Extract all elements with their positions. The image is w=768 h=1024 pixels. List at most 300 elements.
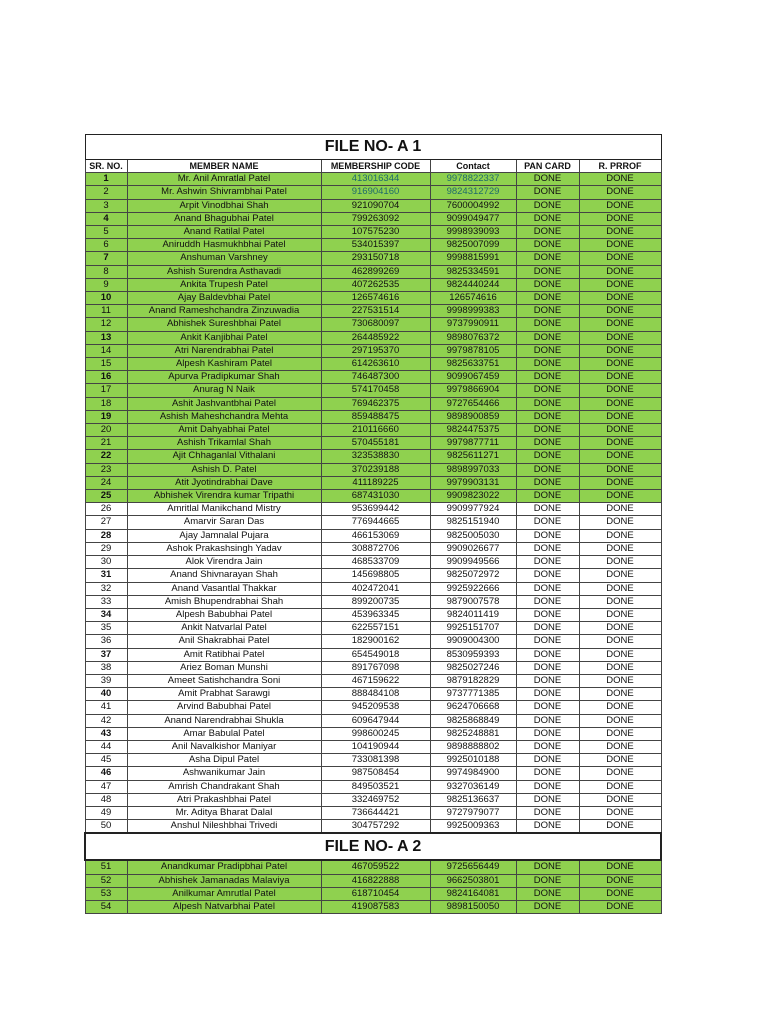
- cell-member-name: Alpesh Kashiram Patel: [127, 358, 321, 371]
- cell-contact: 9824011419: [430, 608, 516, 621]
- cell-pan-card: DONE: [516, 450, 579, 463]
- cell-contact: 9998999383: [430, 305, 516, 318]
- table-row: [85, 900, 661, 913]
- cell-member-name: Amit Ratibhai Patel: [127, 648, 321, 661]
- cell-contact: 9825072972: [430, 569, 516, 582]
- table-row: [85, 437, 661, 450]
- cell-membership-code: 614263610: [321, 358, 430, 371]
- cell-sr-no: 15: [85, 358, 127, 371]
- member-sheet: [84, 134, 660, 914]
- header-pan-card: PAN CARD: [516, 160, 579, 173]
- cell-membership-code: 467159622: [321, 674, 430, 687]
- cell-membership-code: 921090704: [321, 199, 430, 212]
- cell-r-proof: DONE: [579, 740, 661, 753]
- cell-r-proof: DONE: [579, 490, 661, 503]
- cell-pan-card: DONE: [516, 556, 579, 569]
- cell-pan-card: DONE: [516, 265, 579, 278]
- cell-pan-card: DONE: [516, 820, 579, 834]
- cell-r-proof: DONE: [579, 635, 661, 648]
- cell-contact: 7600004992: [430, 199, 516, 212]
- cell-r-proof: DONE: [579, 173, 661, 186]
- cell-r-proof: DONE: [579, 529, 661, 542]
- cell-member-name: Abhishek Sureshbhai Patel: [127, 318, 321, 331]
- cell-sr-no: 22: [85, 450, 127, 463]
- cell-member-name: Ameet Satishchandra Soni: [127, 674, 321, 687]
- cell-membership-code: 264485922: [321, 331, 430, 344]
- table-row: [85, 424, 661, 437]
- cell-member-name: Asha Dipul Patel: [127, 754, 321, 767]
- table-row: [85, 793, 661, 806]
- cell-member-name: Alok Virendra Jain: [127, 556, 321, 569]
- cell-pan-card: DONE: [516, 793, 579, 806]
- cell-r-proof: DONE: [579, 727, 661, 740]
- cell-pan-card: DONE: [516, 358, 579, 371]
- table-row: [85, 239, 661, 252]
- cell-sr-no: 28: [85, 529, 127, 542]
- cell-r-proof: DONE: [579, 212, 661, 225]
- cell-r-proof: DONE: [579, 265, 661, 278]
- table-row: [85, 569, 661, 582]
- cell-r-proof: DONE: [579, 463, 661, 476]
- cell-member-name: Anandkumar Pradipbhai Patel: [127, 860, 321, 874]
- cell-r-proof: DONE: [579, 278, 661, 291]
- cell-sr-no: 5: [85, 226, 127, 239]
- cell-sr-no: 40: [85, 688, 127, 701]
- cell-r-proof: DONE: [579, 516, 661, 529]
- cell-membership-code: 730680097: [321, 318, 430, 331]
- cell-r-proof: DONE: [579, 622, 661, 635]
- cell-membership-code: 413016344: [321, 173, 430, 186]
- cell-member-name: Anand Rameshchandra Zinzuwadia: [127, 305, 321, 318]
- cell-pan-card: DONE: [516, 767, 579, 780]
- cell-pan-card: DONE: [516, 780, 579, 793]
- cell-pan-card: DONE: [516, 239, 579, 252]
- cell-contact: 9662503801: [430, 874, 516, 887]
- table-row: [85, 529, 661, 542]
- cell-membership-code: 687431030: [321, 490, 430, 503]
- cell-contact: 9979878105: [430, 344, 516, 357]
- table-row: [85, 318, 661, 331]
- cell-pan-card: DONE: [516, 806, 579, 819]
- cell-pan-card: DONE: [516, 661, 579, 674]
- cell-contact: 9879007578: [430, 595, 516, 608]
- cell-membership-code: 323538830: [321, 450, 430, 463]
- table-row: [85, 887, 661, 900]
- file-a2-section: [85, 833, 661, 913]
- cell-sr-no: 8: [85, 265, 127, 278]
- cell-sr-no: 50: [85, 820, 127, 834]
- cell-membership-code: 953699442: [321, 503, 430, 516]
- cell-contact: 9825136637: [430, 793, 516, 806]
- cell-r-proof: DONE: [579, 344, 661, 357]
- cell-r-proof: DONE: [579, 186, 661, 199]
- cell-r-proof: DONE: [579, 648, 661, 661]
- cell-member-name: Ajit Chhaganlal Vithalani: [127, 450, 321, 463]
- cell-sr-no: 52: [85, 874, 127, 887]
- cell-contact: 9825005030: [430, 529, 516, 542]
- table-row: [85, 173, 661, 186]
- cell-membership-code: 574170458: [321, 384, 430, 397]
- cell-contact: 9099049477: [430, 212, 516, 225]
- cell-membership-code: 407262535: [321, 278, 430, 291]
- cell-pan-card: DONE: [516, 463, 579, 476]
- cell-member-name: Anilkumar Amrutlal Patel: [127, 887, 321, 900]
- cell-contact: 9925010188: [430, 754, 516, 767]
- cell-contact: 9925009363: [430, 820, 516, 834]
- cell-membership-code: 210116660: [321, 424, 430, 437]
- cell-member-name: Amish Bhupendrabhai Shah: [127, 595, 321, 608]
- cell-contact: 9925151707: [430, 622, 516, 635]
- cell-contact: 9825007099: [430, 239, 516, 252]
- cell-sr-no: 37: [85, 648, 127, 661]
- cell-pan-card: DONE: [516, 714, 579, 727]
- cell-r-proof: DONE: [579, 714, 661, 727]
- cell-r-proof: DONE: [579, 239, 661, 252]
- cell-member-name: Arvind Babubhai Patel: [127, 701, 321, 714]
- table-row: [85, 278, 661, 291]
- cell-r-proof: DONE: [579, 820, 661, 834]
- table-row: [85, 397, 661, 410]
- cell-sr-no: 35: [85, 622, 127, 635]
- cell-member-name: Amar Babulal Patel: [127, 727, 321, 740]
- cell-contact: 9909823022: [430, 490, 516, 503]
- cell-r-proof: DONE: [579, 384, 661, 397]
- cell-sr-no: 30: [85, 556, 127, 569]
- cell-member-name: Anand Ratilal Patel: [127, 226, 321, 239]
- cell-sr-no: 11: [85, 305, 127, 318]
- cell-sr-no: 34: [85, 608, 127, 621]
- cell-sr-no: 24: [85, 476, 127, 489]
- cell-sr-no: 13: [85, 331, 127, 344]
- cell-member-name: Anil Shakrabhai Patel: [127, 635, 321, 648]
- cell-membership-code: 998600245: [321, 727, 430, 740]
- cell-sr-no: 9: [85, 278, 127, 291]
- cell-r-proof: DONE: [579, 688, 661, 701]
- cell-member-name: Ariez Boman Munshi: [127, 661, 321, 674]
- cell-member-name: Ajay Baldevbhai Patel: [127, 292, 321, 305]
- table-row: [85, 622, 661, 635]
- cell-contact: 9725656449: [430, 860, 516, 874]
- header-member-name: MEMBER NAME: [127, 160, 321, 173]
- cell-r-proof: DONE: [579, 476, 661, 489]
- cell-contact: 9737990911: [430, 318, 516, 331]
- table-row: [85, 292, 661, 305]
- cell-sr-no: 41: [85, 701, 127, 714]
- cell-r-proof: DONE: [579, 900, 661, 913]
- cell-sr-no: 33: [85, 595, 127, 608]
- cell-pan-card: DONE: [516, 199, 579, 212]
- cell-pan-card: DONE: [516, 900, 579, 913]
- cell-pan-card: DONE: [516, 437, 579, 450]
- table-row: [85, 463, 661, 476]
- cell-contact: 9909004300: [430, 635, 516, 648]
- cell-contact: 9825868849: [430, 714, 516, 727]
- cell-sr-no: 29: [85, 542, 127, 555]
- cell-contact: 9099067459: [430, 371, 516, 384]
- file-a1-section: [85, 135, 661, 834]
- cell-member-name: Amarvir Saran Das: [127, 516, 321, 529]
- table-row: [85, 582, 661, 595]
- cell-membership-code: 733081398: [321, 754, 430, 767]
- cell-membership-code: 570455181: [321, 437, 430, 450]
- cell-contact: 9979903131: [430, 476, 516, 489]
- cell-membership-code: 776944665: [321, 516, 430, 529]
- cell-membership-code: 227531514: [321, 305, 430, 318]
- cell-r-proof: DONE: [579, 874, 661, 887]
- cell-contact: 9978822337: [430, 173, 516, 186]
- cell-sr-no: 43: [85, 727, 127, 740]
- table-row: [85, 186, 661, 199]
- cell-pan-card: DONE: [516, 529, 579, 542]
- cell-membership-code: 769462375: [321, 397, 430, 410]
- table-row: [85, 767, 661, 780]
- table-row: [85, 740, 661, 753]
- cell-pan-card: DONE: [516, 516, 579, 529]
- table-row: [85, 556, 661, 569]
- cell-membership-code: 107575230: [321, 226, 430, 239]
- cell-member-name: Anand Vasantlal Thakkar: [127, 582, 321, 595]
- cell-contact: 9825611271: [430, 450, 516, 463]
- cell-membership-code: 308872706: [321, 542, 430, 555]
- table-row: [85, 503, 661, 516]
- cell-membership-code: 618710454: [321, 887, 430, 900]
- cell-membership-code: 609647944: [321, 714, 430, 727]
- cell-membership-code: 370239188: [321, 463, 430, 476]
- cell-pan-card: DONE: [516, 344, 579, 357]
- cell-pan-card: DONE: [516, 727, 579, 740]
- cell-sr-no: 32: [85, 582, 127, 595]
- cell-member-name: Anshul Nileshbhai Trivedi: [127, 820, 321, 834]
- cell-pan-card: DONE: [516, 569, 579, 582]
- cell-pan-card: DONE: [516, 648, 579, 661]
- cell-r-proof: DONE: [579, 569, 661, 582]
- cell-membership-code: 534015397: [321, 239, 430, 252]
- cell-contact: 9979877711: [430, 437, 516, 450]
- table-row: [85, 874, 661, 887]
- cell-membership-code: 411189225: [321, 476, 430, 489]
- cell-contact: 9998939093: [430, 226, 516, 239]
- cell-pan-card: DONE: [516, 674, 579, 687]
- cell-r-proof: DONE: [579, 806, 661, 819]
- cell-membership-code: 799263092: [321, 212, 430, 225]
- table-row: [85, 820, 661, 834]
- cell-pan-card: DONE: [516, 173, 579, 186]
- cell-sr-no: 45: [85, 754, 127, 767]
- table-row: [85, 410, 661, 423]
- cell-r-proof: DONE: [579, 424, 661, 437]
- cell-sr-no: 19: [85, 410, 127, 423]
- cell-member-name: Anand Shivnarayan Shah: [127, 569, 321, 582]
- cell-sr-no: 53: [85, 887, 127, 900]
- header-contact: Contact: [430, 160, 516, 173]
- cell-pan-card: DONE: [516, 278, 579, 291]
- cell-contact: 9925922666: [430, 582, 516, 595]
- cell-pan-card: DONE: [516, 410, 579, 423]
- cell-membership-code: 916904160: [321, 186, 430, 199]
- cell-membership-code: 888484108: [321, 688, 430, 701]
- cell-pan-card: DONE: [516, 490, 579, 503]
- cell-member-name: Ashok Prakashsingh Yadav: [127, 542, 321, 555]
- cell-membership-code: 145698805: [321, 569, 430, 582]
- cell-membership-code: 126574616: [321, 292, 430, 305]
- cell-pan-card: DONE: [516, 371, 579, 384]
- cell-membership-code: 466153069: [321, 529, 430, 542]
- cell-contact: 9737771385: [430, 688, 516, 701]
- table-row: [85, 331, 661, 344]
- file-a1-title: FILE NO- A 1: [85, 135, 661, 160]
- cell-member-name: Arpit Vinodbhai Shah: [127, 199, 321, 212]
- cell-pan-card: DONE: [516, 226, 579, 239]
- cell-sr-no: 31: [85, 569, 127, 582]
- cell-pan-card: DONE: [516, 397, 579, 410]
- cell-member-name: Anshuman Varshney: [127, 252, 321, 265]
- cell-pan-card: DONE: [516, 542, 579, 555]
- table-row: [85, 608, 661, 621]
- cell-contact: 9824164081: [430, 887, 516, 900]
- cell-membership-code: 402472041: [321, 582, 430, 595]
- cell-pan-card: DONE: [516, 318, 579, 331]
- cell-pan-card: DONE: [516, 622, 579, 635]
- cell-contact: 9824440244: [430, 278, 516, 291]
- table-row: [85, 806, 661, 819]
- cell-sr-no: 12: [85, 318, 127, 331]
- cell-r-proof: DONE: [579, 701, 661, 714]
- cell-r-proof: DONE: [579, 793, 661, 806]
- cell-membership-code: 891767098: [321, 661, 430, 674]
- cell-pan-card: DONE: [516, 595, 579, 608]
- cell-membership-code: 468533709: [321, 556, 430, 569]
- cell-contact: 9974984900: [430, 767, 516, 780]
- header-membership-code: MEMBERSHIP CODE: [321, 160, 430, 173]
- cell-sr-no: 10: [85, 292, 127, 305]
- cell-contact: 9879182829: [430, 674, 516, 687]
- table-row: [85, 860, 661, 874]
- cell-member-name: Abhishek Virendra kumar Tripathi: [127, 490, 321, 503]
- cell-pan-card: DONE: [516, 292, 579, 305]
- cell-r-proof: DONE: [579, 450, 661, 463]
- cell-member-name: Ashwanikumar Jain: [127, 767, 321, 780]
- cell-contact: 9909026677: [430, 542, 516, 555]
- cell-member-name: Mr. Anil Amratlal Patel: [127, 173, 321, 186]
- table-row: [85, 754, 661, 767]
- cell-sr-no: 2: [85, 186, 127, 199]
- cell-membership-code: 416822888: [321, 874, 430, 887]
- table-row: [85, 212, 661, 225]
- cell-member-name: Ankita Trupesh Patel: [127, 278, 321, 291]
- cell-sr-no: 42: [85, 714, 127, 727]
- cell-membership-code: 453963345: [321, 608, 430, 621]
- cell-pan-card: DONE: [516, 503, 579, 516]
- cell-r-proof: DONE: [579, 358, 661, 371]
- cell-r-proof: DONE: [579, 226, 661, 239]
- cell-sr-no: 27: [85, 516, 127, 529]
- cell-contact: 9898888802: [430, 740, 516, 753]
- cell-sr-no: 14: [85, 344, 127, 357]
- cell-contact: 9727979077: [430, 806, 516, 819]
- table-row: [85, 780, 661, 793]
- cell-r-proof: DONE: [579, 410, 661, 423]
- table-row: [85, 516, 661, 529]
- cell-member-name: Ajay Jamnalal Pujara: [127, 529, 321, 542]
- cell-membership-code: 654549018: [321, 648, 430, 661]
- cell-sr-no: 4: [85, 212, 127, 225]
- cell-member-name: Alpesh Babubhai Patel: [127, 608, 321, 621]
- table-row: [85, 371, 661, 384]
- cell-member-name: Ashish Maheshchandra Mehta: [127, 410, 321, 423]
- cell-r-proof: DONE: [579, 292, 661, 305]
- cell-membership-code: 467059522: [321, 860, 430, 874]
- cell-pan-card: DONE: [516, 476, 579, 489]
- table-row: [85, 595, 661, 608]
- cell-r-proof: DONE: [579, 542, 661, 555]
- cell-membership-code: 304757292: [321, 820, 430, 834]
- cell-membership-code: 297195370: [321, 344, 430, 357]
- table-row: [85, 542, 661, 555]
- cell-member-name: Amritlal Manikchand Mistry: [127, 503, 321, 516]
- cell-member-name: Atri Narendrabhai Patel: [127, 344, 321, 357]
- cell-sr-no: 47: [85, 780, 127, 793]
- cell-r-proof: DONE: [579, 754, 661, 767]
- cell-pan-card: DONE: [516, 305, 579, 318]
- cell-contact: 9825151940: [430, 516, 516, 529]
- cell-contact: 9825248881: [430, 727, 516, 740]
- cell-contact: 8530959393: [430, 648, 516, 661]
- cell-member-name: Amit Dahyabhai Patel: [127, 424, 321, 437]
- cell-member-name: Anurag N Naik: [127, 384, 321, 397]
- table-row: [85, 252, 661, 265]
- cell-membership-code: 293150718: [321, 252, 430, 265]
- cell-sr-no: 26: [85, 503, 127, 516]
- cell-r-proof: DONE: [579, 860, 661, 874]
- cell-sr-no: 7: [85, 252, 127, 265]
- table-row: [85, 450, 661, 463]
- cell-r-proof: DONE: [579, 608, 661, 621]
- cell-pan-card: DONE: [516, 740, 579, 753]
- cell-sr-no: 51: [85, 860, 127, 874]
- cell-membership-code: 746487300: [321, 371, 430, 384]
- table-row: [85, 674, 661, 687]
- cell-r-proof: DONE: [579, 397, 661, 410]
- cell-sr-no: 39: [85, 674, 127, 687]
- table-row: [85, 344, 661, 357]
- cell-pan-card: DONE: [516, 701, 579, 714]
- cell-member-name: Abhishek Jamanadas Malaviya: [127, 874, 321, 887]
- cell-membership-code: 182900162: [321, 635, 430, 648]
- cell-contact: 9898076372: [430, 331, 516, 344]
- cell-contact: 9327036149: [430, 780, 516, 793]
- cell-pan-card: DONE: [516, 186, 579, 199]
- header-r-proof: R. PRROF: [579, 160, 661, 173]
- cell-sr-no: 16: [85, 371, 127, 384]
- cell-contact: 9998815991: [430, 252, 516, 265]
- cell-sr-no: 25: [85, 490, 127, 503]
- cell-member-name: Alpesh Natvarbhai Patel: [127, 900, 321, 913]
- cell-r-proof: DONE: [579, 595, 661, 608]
- cell-pan-card: DONE: [516, 874, 579, 887]
- cell-member-name: Aniruddh Hasmukhbhai Patel: [127, 239, 321, 252]
- cell-pan-card: DONE: [516, 608, 579, 621]
- cell-member-name: Anand Narendrabhai Shukla: [127, 714, 321, 727]
- cell-contact: 9979866904: [430, 384, 516, 397]
- cell-member-name: Atri Prakashbhai Patel: [127, 793, 321, 806]
- member-table: [84, 134, 662, 914]
- cell-membership-code: 849503521: [321, 780, 430, 793]
- cell-r-proof: DONE: [579, 318, 661, 331]
- cell-contact: 9898150050: [430, 900, 516, 913]
- cell-member-name: Ashish D. Patel: [127, 463, 321, 476]
- cell-sr-no: 17: [85, 384, 127, 397]
- cell-sr-no: 1: [85, 173, 127, 186]
